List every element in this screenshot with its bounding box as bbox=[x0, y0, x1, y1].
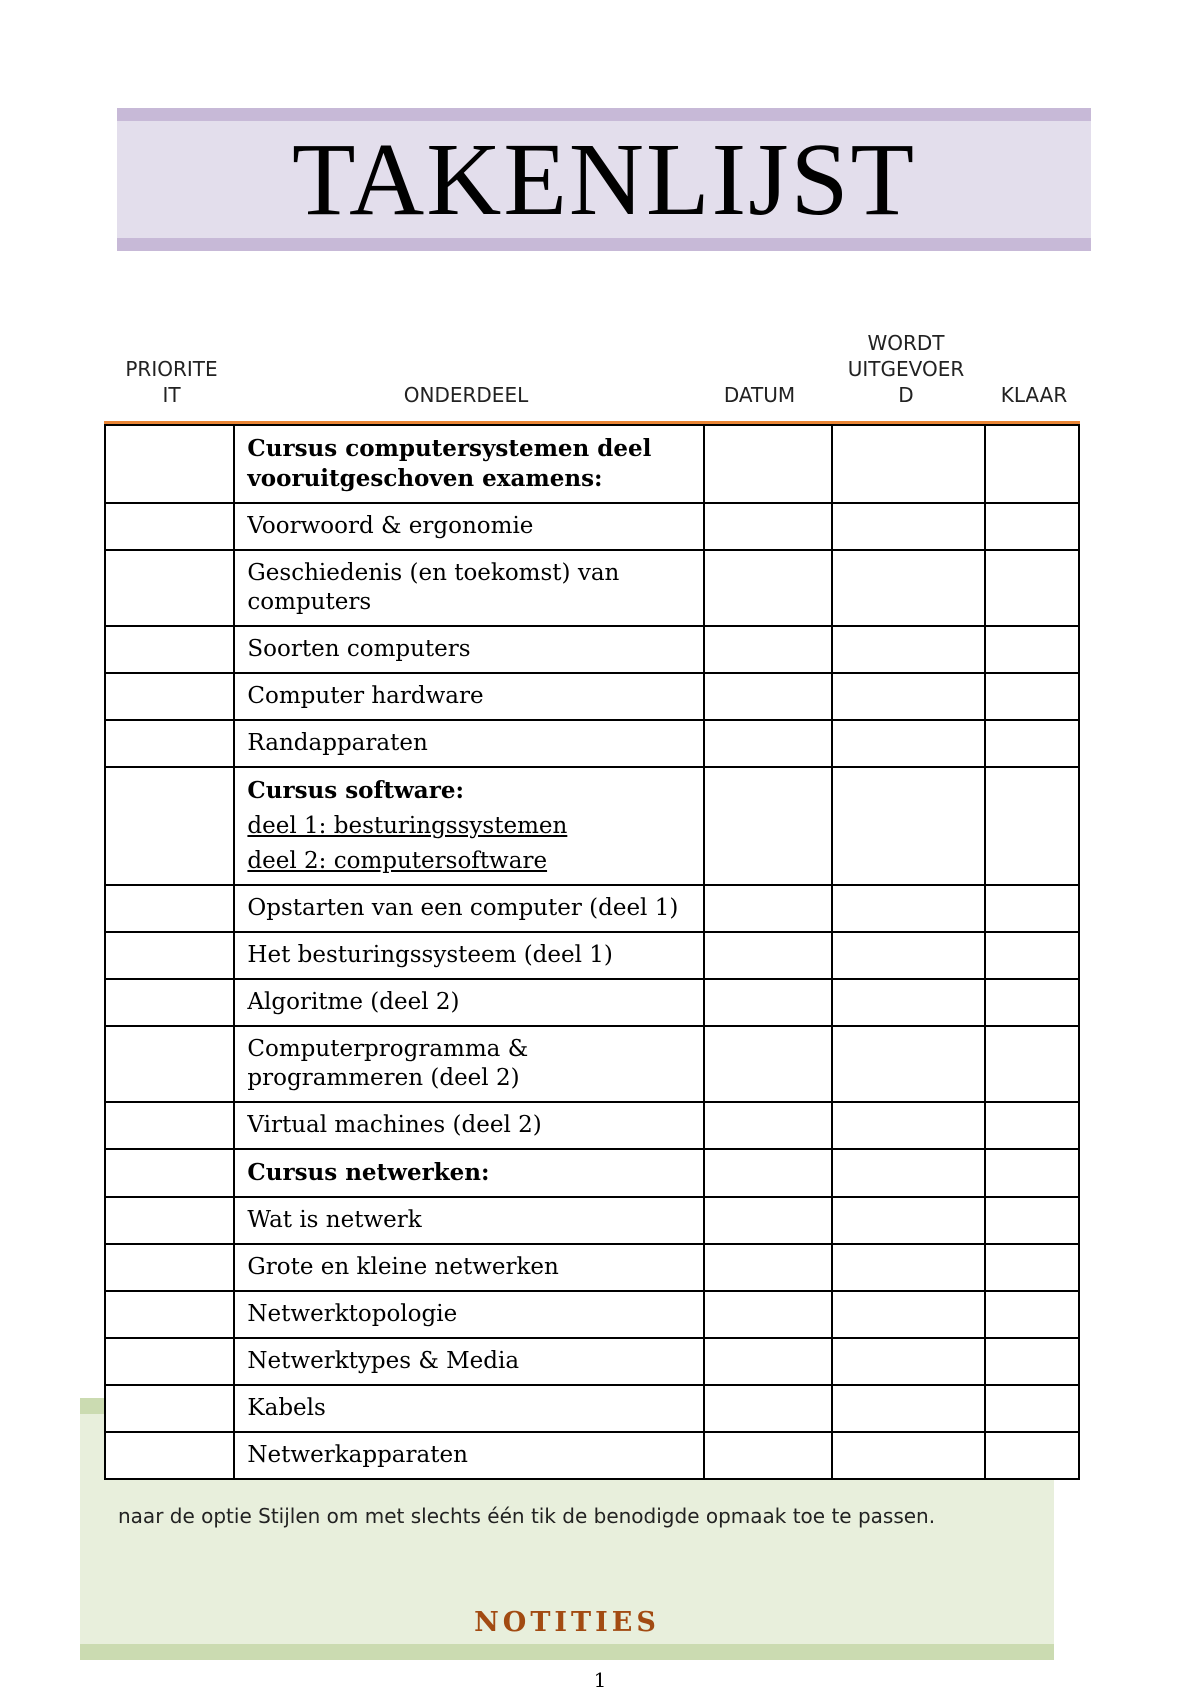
task-label: Netwerktopologie bbox=[247, 1301, 458, 1327]
in-progress-cell[interactable] bbox=[832, 720, 985, 767]
sub-part-2: deel 2: computersoftware bbox=[247, 848, 548, 874]
notes-heading: NOTITIES bbox=[474, 1607, 660, 1638]
table-header bbox=[0, 320, 1200, 420]
priority-cell[interactable] bbox=[105, 1244, 234, 1291]
in-progress-cell[interactable] bbox=[832, 1149, 985, 1197]
in-progress-cell[interactable] bbox=[832, 1244, 985, 1291]
done-cell[interactable] bbox=[985, 626, 1079, 673]
priority-cell[interactable] bbox=[105, 1291, 234, 1338]
priority-cell[interactable] bbox=[105, 1102, 234, 1149]
date-cell[interactable] bbox=[704, 1102, 832, 1149]
in-progress-cell[interactable] bbox=[832, 1197, 985, 1244]
task-label: Netwerkapparaten bbox=[247, 1442, 468, 1468]
priority-cell[interactable] bbox=[105, 979, 234, 1026]
date-cell[interactable] bbox=[704, 1432, 832, 1479]
date-cell[interactable] bbox=[704, 1149, 832, 1197]
in-progress-cell[interactable] bbox=[832, 979, 985, 1026]
section-heading: Cursus netwerken: bbox=[247, 1159, 490, 1186]
done-cell[interactable] bbox=[985, 425, 1079, 503]
part-cell[interactable] bbox=[234, 550, 704, 626]
priority-cell[interactable] bbox=[105, 1197, 234, 1244]
part-cell[interactable] bbox=[234, 503, 704, 550]
table-row bbox=[105, 1338, 1079, 1385]
done-cell[interactable] bbox=[985, 1197, 1079, 1244]
done-cell[interactable] bbox=[985, 1149, 1079, 1197]
priority-cell[interactable] bbox=[105, 767, 234, 885]
in-progress-cell[interactable] bbox=[832, 1291, 985, 1338]
done-cell[interactable] bbox=[985, 1244, 1079, 1291]
priority-cell[interactable] bbox=[105, 1149, 234, 1197]
done-cell[interactable] bbox=[985, 932, 1079, 979]
task-label: Het besturingssysteem (deel 1) bbox=[247, 942, 613, 968]
part-cell[interactable] bbox=[234, 1026, 704, 1102]
in-progress-cell[interactable] bbox=[832, 1338, 985, 1385]
task-label: Computer hardware bbox=[247, 683, 484, 709]
task-label: Kabels bbox=[247, 1395, 326, 1421]
priority-cell[interactable] bbox=[105, 503, 234, 550]
part-cell[interactable] bbox=[234, 979, 704, 1026]
done-cell[interactable] bbox=[985, 550, 1079, 626]
date-cell[interactable] bbox=[704, 1244, 832, 1291]
in-progress-cell[interactable] bbox=[832, 673, 985, 720]
in-progress-cell[interactable] bbox=[832, 1102, 985, 1149]
table-row bbox=[105, 550, 1079, 626]
priority-cell[interactable] bbox=[105, 885, 234, 932]
table-row bbox=[105, 1149, 1079, 1197]
in-progress-cell[interactable] bbox=[832, 1026, 985, 1102]
task-label: Voorwoord & ergonomie bbox=[247, 513, 534, 539]
task-label: Soorten computers bbox=[247, 636, 471, 662]
part-cell[interactable] bbox=[234, 1432, 704, 1479]
date-cell[interactable] bbox=[704, 673, 832, 720]
priority-cell[interactable] bbox=[105, 1432, 234, 1479]
done-cell[interactable] bbox=[985, 1385, 1079, 1432]
title-banner bbox=[117, 108, 1091, 251]
date-cell[interactable] bbox=[704, 1197, 832, 1244]
date-cell[interactable] bbox=[704, 1385, 832, 1432]
table-row bbox=[105, 425, 1079, 503]
table-row bbox=[105, 1102, 1079, 1149]
part-cell[interactable] bbox=[234, 1102, 704, 1149]
table-row bbox=[105, 932, 1079, 979]
task-label: Netwerktypes & Media bbox=[247, 1348, 520, 1374]
task-table bbox=[104, 424, 1080, 1480]
part-cell[interactable] bbox=[234, 1291, 704, 1338]
date-cell[interactable] bbox=[704, 550, 832, 626]
in-progress-cell[interactable] bbox=[832, 932, 985, 979]
sub-part-1: deel 1: besturingssystemen bbox=[247, 813, 568, 839]
column-header-part: ONDERDEEL bbox=[403, 383, 529, 407]
part-cell[interactable] bbox=[234, 673, 704, 720]
date-cell[interactable] bbox=[704, 767, 832, 885]
done-cell[interactable] bbox=[985, 1291, 1079, 1338]
priority-cell[interactable] bbox=[105, 673, 234, 720]
priority-cell[interactable] bbox=[105, 550, 234, 626]
part-cell[interactable] bbox=[234, 885, 704, 932]
page-title: TAKENLIJST bbox=[291, 122, 917, 237]
date-cell[interactable] bbox=[704, 1291, 832, 1338]
date-cell[interactable] bbox=[704, 720, 832, 767]
done-cell[interactable] bbox=[985, 1102, 1079, 1149]
priority-cell[interactable] bbox=[105, 1026, 234, 1102]
priority-cell[interactable] bbox=[105, 932, 234, 979]
in-progress-cell[interactable] bbox=[832, 1385, 985, 1432]
in-progress-cell[interactable] bbox=[832, 626, 985, 673]
in-progress-cell[interactable] bbox=[832, 1432, 985, 1479]
date-cell[interactable] bbox=[704, 932, 832, 979]
in-progress-cell[interactable] bbox=[832, 425, 985, 503]
done-cell[interactable] bbox=[985, 979, 1079, 1026]
task-label: Wat is netwerk bbox=[247, 1207, 422, 1233]
task-label: Geschiedenis (en toekomst) van computers bbox=[247, 560, 620, 615]
in-progress-cell[interactable] bbox=[832, 767, 985, 885]
table-row bbox=[105, 979, 1079, 1026]
in-progress-cell[interactable] bbox=[832, 885, 985, 932]
table-row bbox=[105, 1026, 1079, 1102]
part-cell[interactable] bbox=[234, 1149, 704, 1197]
part-cell[interactable] bbox=[234, 1197, 704, 1244]
date-cell[interactable] bbox=[704, 1338, 832, 1385]
done-cell[interactable] bbox=[985, 673, 1079, 720]
part-cell[interactable] bbox=[234, 425, 704, 503]
column-header-date: DATUM bbox=[723, 383, 796, 407]
table-row bbox=[105, 1244, 1079, 1291]
date-cell[interactable] bbox=[704, 503, 832, 550]
table-row bbox=[105, 626, 1079, 673]
priority-cell[interactable] bbox=[105, 626, 234, 673]
done-cell[interactable] bbox=[985, 1026, 1079, 1102]
task-label: Grote en kleine netwerken bbox=[247, 1254, 559, 1280]
task-label: Algoritme (deel 2) bbox=[247, 989, 460, 1015]
task-label: Opstarten van een computer (deel 1) bbox=[247, 895, 679, 921]
done-cell[interactable] bbox=[985, 1338, 1079, 1385]
done-cell[interactable] bbox=[985, 1432, 1079, 1479]
done-cell[interactable] bbox=[985, 885, 1079, 932]
done-cell[interactable] bbox=[985, 767, 1079, 885]
done-cell[interactable] bbox=[985, 720, 1079, 767]
table-row bbox=[105, 767, 1079, 885]
part-cell[interactable] bbox=[234, 626, 704, 673]
column-header-priority: PRIORITE IT bbox=[125, 357, 218, 407]
done-cell[interactable] bbox=[985, 503, 1079, 550]
table-row bbox=[105, 1197, 1079, 1244]
part-cell[interactable] bbox=[234, 720, 704, 767]
priority-cell[interactable] bbox=[105, 1385, 234, 1432]
in-progress-cell[interactable] bbox=[832, 503, 985, 550]
table-row bbox=[105, 673, 1079, 720]
table-row bbox=[105, 885, 1079, 932]
notes-body: naar de optie Stijlen om met slechts één tik de benodigde opmaak toe te passen. bbox=[118, 1504, 936, 1528]
part-cell[interactable] bbox=[234, 1338, 704, 1385]
table-row bbox=[105, 1291, 1079, 1338]
date-cell[interactable] bbox=[704, 626, 832, 673]
column-header-done: KLAAR bbox=[1000, 383, 1068, 407]
column-header-in-progress: WORDT UITGEVOER D bbox=[847, 331, 965, 407]
task-label: Virtual machines (deel 2) bbox=[247, 1112, 542, 1138]
priority-cell[interactable] bbox=[105, 425, 234, 503]
part-cell[interactable] bbox=[234, 1385, 704, 1432]
part-cell[interactable] bbox=[234, 932, 704, 979]
priority-cell[interactable] bbox=[105, 720, 234, 767]
part-cell[interactable] bbox=[234, 767, 704, 885]
page-number: 1 bbox=[593, 1668, 607, 1692]
table-row bbox=[105, 720, 1079, 767]
date-cell[interactable] bbox=[704, 979, 832, 1026]
section-heading: Cursus software: bbox=[247, 777, 464, 804]
task-label: Computerprogramma & programmeren (deel 2) bbox=[247, 1036, 529, 1091]
date-cell[interactable] bbox=[704, 425, 832, 503]
part-cell[interactable] bbox=[234, 1244, 704, 1291]
section-heading: Cursus computersystemen deel vooruitgeschoven examens: bbox=[247, 435, 652, 492]
task-label: Randapparaten bbox=[247, 730, 428, 756]
table-row bbox=[105, 1385, 1079, 1432]
date-cell[interactable] bbox=[704, 885, 832, 932]
table-row bbox=[105, 1432, 1079, 1479]
priority-cell[interactable] bbox=[105, 1338, 234, 1385]
in-progress-cell[interactable] bbox=[832, 550, 985, 626]
table-row bbox=[105, 503, 1079, 550]
date-cell[interactable] bbox=[704, 1026, 832, 1102]
